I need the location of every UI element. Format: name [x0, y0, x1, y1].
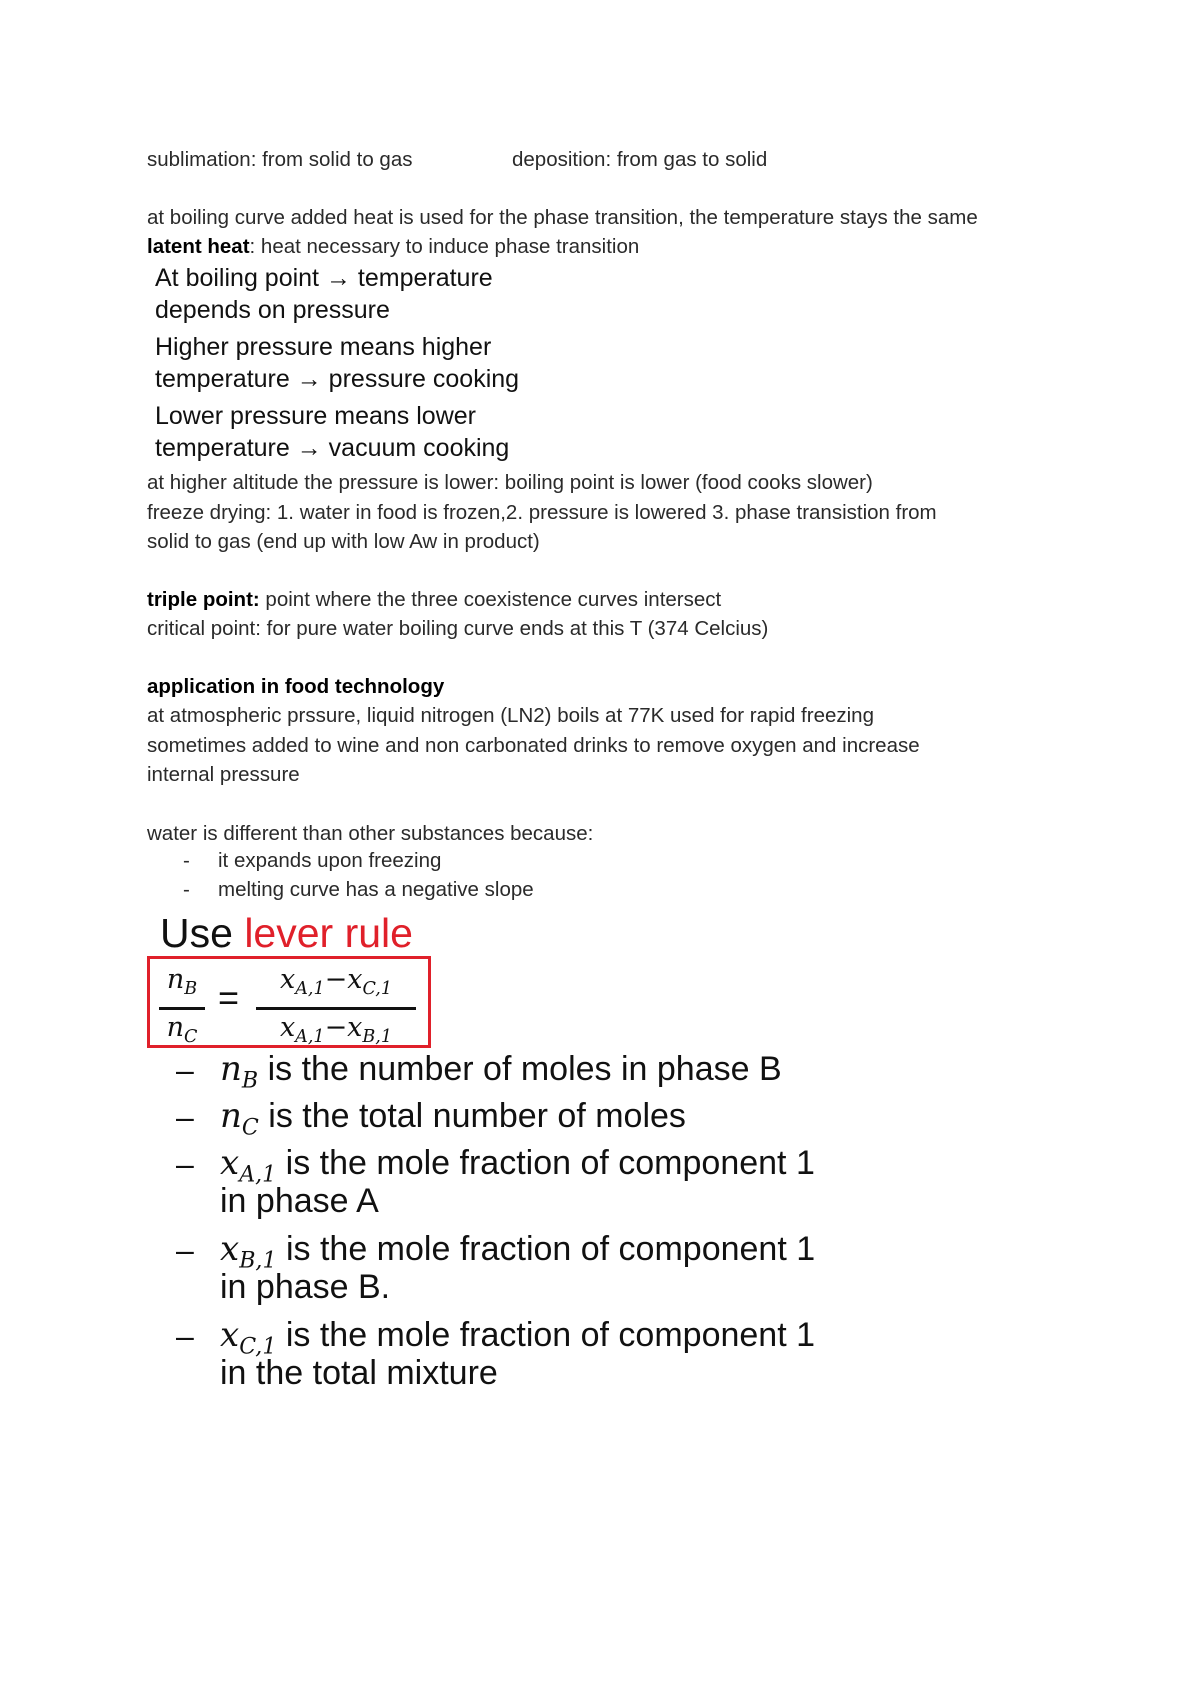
triple-point-line	[147, 586, 721, 614]
boiling-curve-line: at boiling curve added heat is used for the phase transition, the temperature stays the same	[147, 206, 978, 229]
slide-boiling-line-4: temperature → pressure cooking	[155, 365, 520, 393]
freeze-drying-line-2: solid to gas (end up with low Aw in product)	[147, 530, 540, 553]
slide-boiling-line-1: At boiling point → temperature	[155, 264, 493, 292]
lever-rule-formula-box	[147, 956, 431, 1048]
triple-point-definition: point where the three coexistence curves intersect	[259, 588, 722, 611]
slide-boiling-line-2: depends on pressure	[155, 296, 390, 324]
critical-point-line: critical point: for pure water boiling curve ends at this T (374 Celcius)	[147, 617, 769, 640]
lever-lhs-fraction	[159, 963, 205, 1054]
lever-def-nb: $n_B$ is the number of moles in phase B	[220, 1049, 782, 1094]
lever-rhs-fraction	[256, 963, 416, 1054]
water-different-line: water is different than other substances because:	[147, 822, 594, 845]
ln2-line-3: internal pressure	[147, 763, 300, 786]
equals-sign: =	[218, 977, 240, 1018]
bullet-marker: -	[183, 878, 190, 901]
dash-marker: –	[176, 1146, 194, 1182]
slide-boiling-line-6: temperature → vacuum cooking	[155, 434, 510, 462]
altitude-line: at higher altitude the pressure is lower: boiling point is lower (food cooks slower)	[147, 471, 873, 494]
fraction-bar	[159, 1007, 205, 1010]
latent-heat-line	[147, 233, 639, 261]
lever-def-xb1-line2: in phase B.	[220, 1268, 391, 1306]
sublimation-line: sublimation: from solid to gas	[147, 148, 413, 171]
slide-boiling-line-3: Higher pressure means higher	[155, 333, 492, 361]
lever-rule-title	[160, 908, 413, 958]
dash-marker: –	[176, 1052, 194, 1088]
lever-title-prefix: Use	[160, 910, 245, 956]
lever-def-xb1: $x_{B,1}$ is the mole fraction of component 1	[220, 1229, 816, 1274]
lever-def-xc1-line2: in the total mixture	[220, 1354, 498, 1392]
deposition-line: deposition: from gas to solid	[512, 148, 768, 171]
fraction-bar	[256, 1007, 416, 1010]
lever-lhs-denominator: $n_C$	[166, 1012, 198, 1048]
dash-marker: –	[176, 1318, 194, 1354]
ln2-line-1: at atmospheric prssure, liquid nitrogen (LN2) boils at 77K used for rapid freezing	[147, 704, 874, 727]
lever-def-xa1: $x_{A,1}$ is the mole fraction of component 1	[220, 1143, 815, 1188]
freeze-drying-line-1: freeze drying: 1. water in food is frozen,2. pressure is lowered 3. phase transistion from	[147, 501, 937, 524]
latent-heat-definition: : heat necessary to induce phase transition	[249, 235, 640, 258]
latent-heat-term: latent heat	[147, 235, 250, 258]
slide-boiling-line-5: Lower pressure means lower	[155, 402, 476, 430]
lever-rhs-numerator: $x_{A,1}-x_{C,1}$	[280, 964, 392, 1000]
application-heading: application in food technology	[147, 675, 445, 698]
dash-marker: –	[176, 1099, 194, 1135]
lever-title-red: lever rule	[244, 910, 413, 956]
water-bullet-1: it expands upon freezing	[218, 849, 442, 872]
lever-def-nc: $n_C$ is the total number of moles	[220, 1096, 686, 1141]
ln2-line-2: sometimes added to wine and non carbonated drinks to remove oxygen and increase	[147, 734, 920, 757]
water-bullet-2: melting curve has a negative slope	[218, 878, 534, 901]
lever-rhs-denominator: $x_{A,1}-x_{B,1}$	[279, 1012, 393, 1048]
lever-lhs-numerator: $n_B$	[166, 964, 198, 1000]
dash-marker: –	[176, 1232, 194, 1268]
bullet-marker: -	[183, 849, 190, 872]
lever-def-xa1-line2: in phase A	[220, 1182, 379, 1220]
lever-def-xc1: $x_{C,1}$ is the mole fraction of component 1	[220, 1315, 816, 1360]
triple-point-term: triple point:	[147, 588, 260, 611]
